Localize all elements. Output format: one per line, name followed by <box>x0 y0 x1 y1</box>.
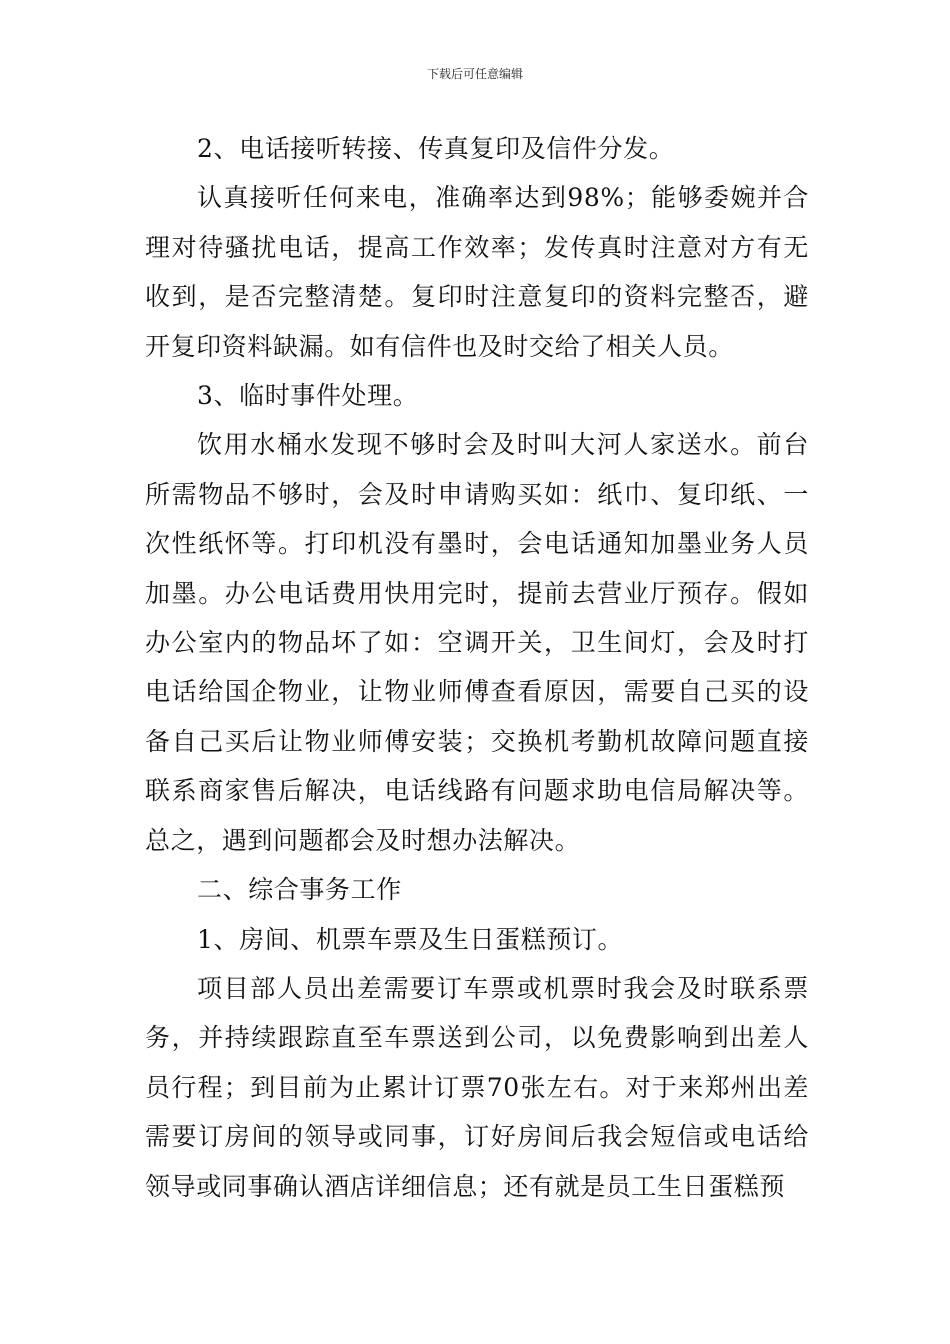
paragraph-temporary-events: 饮用水桶水发现不够时会及时叫大河人家送水。前台所需物品不够时，会及时申请购买如：纸巾、复印纸、一次性纸怀等。打印机没有墨时，会电话通知加墨业务人员加墨。办公电话费用快用完时，提前去营业厅预存。假如办公室内的物品坏了如：空调开关，卫生间灯，会及时打电话给国企物业，让物业师傅查看原因，需要自己买的设备自己买后让物业师傅安装；交换机考勤机故障问题直接联系商家售后解决，电话线路有问题求助电信局解决等。总之，遇到问题都会及时想办法解决。 <box>145 430 809 855</box>
subheading-temporary-events: 3、临时事件处理。 <box>197 381 419 411</box>
section-heading-general-affairs: 二、综合事务工作 <box>197 875 402 905</box>
document-body <box>145 124 809 1211</box>
subheading-phone-fax: 2、电话接听转接、传真复印及信件分发。 <box>197 134 675 163</box>
subheading-bookings: 1、房间、机票车票及生日蛋糕预订。 <box>197 924 624 954</box>
paragraph-bookings: 项目部人员出差需要订车票或机票时我会及时联系票务，并持续跟踪直至车票送到公司，以免费影响到出差人员行程；到目前为止累计订票70张左右。对于来郑州出差需要订房间的领导或同事，订好房间后我会短信或电话给领导或同事确认酒店详细信息；还有就是员工生日蛋糕预 <box>145 973 809 1201</box>
page-header: 下载后可任意编辑 <box>426 67 523 81</box>
paragraph-phone-fax: 认真接听任何来电，准确率达到98%；能够委婉并合理对待骚扰电话，提高工作效率；发传真时注意对方有无收到，是否完整清楚。复印时注意复印的资料完整否，避开复印资料缺漏。如有信件也及时交给了相关人员。 <box>145 183 809 361</box>
